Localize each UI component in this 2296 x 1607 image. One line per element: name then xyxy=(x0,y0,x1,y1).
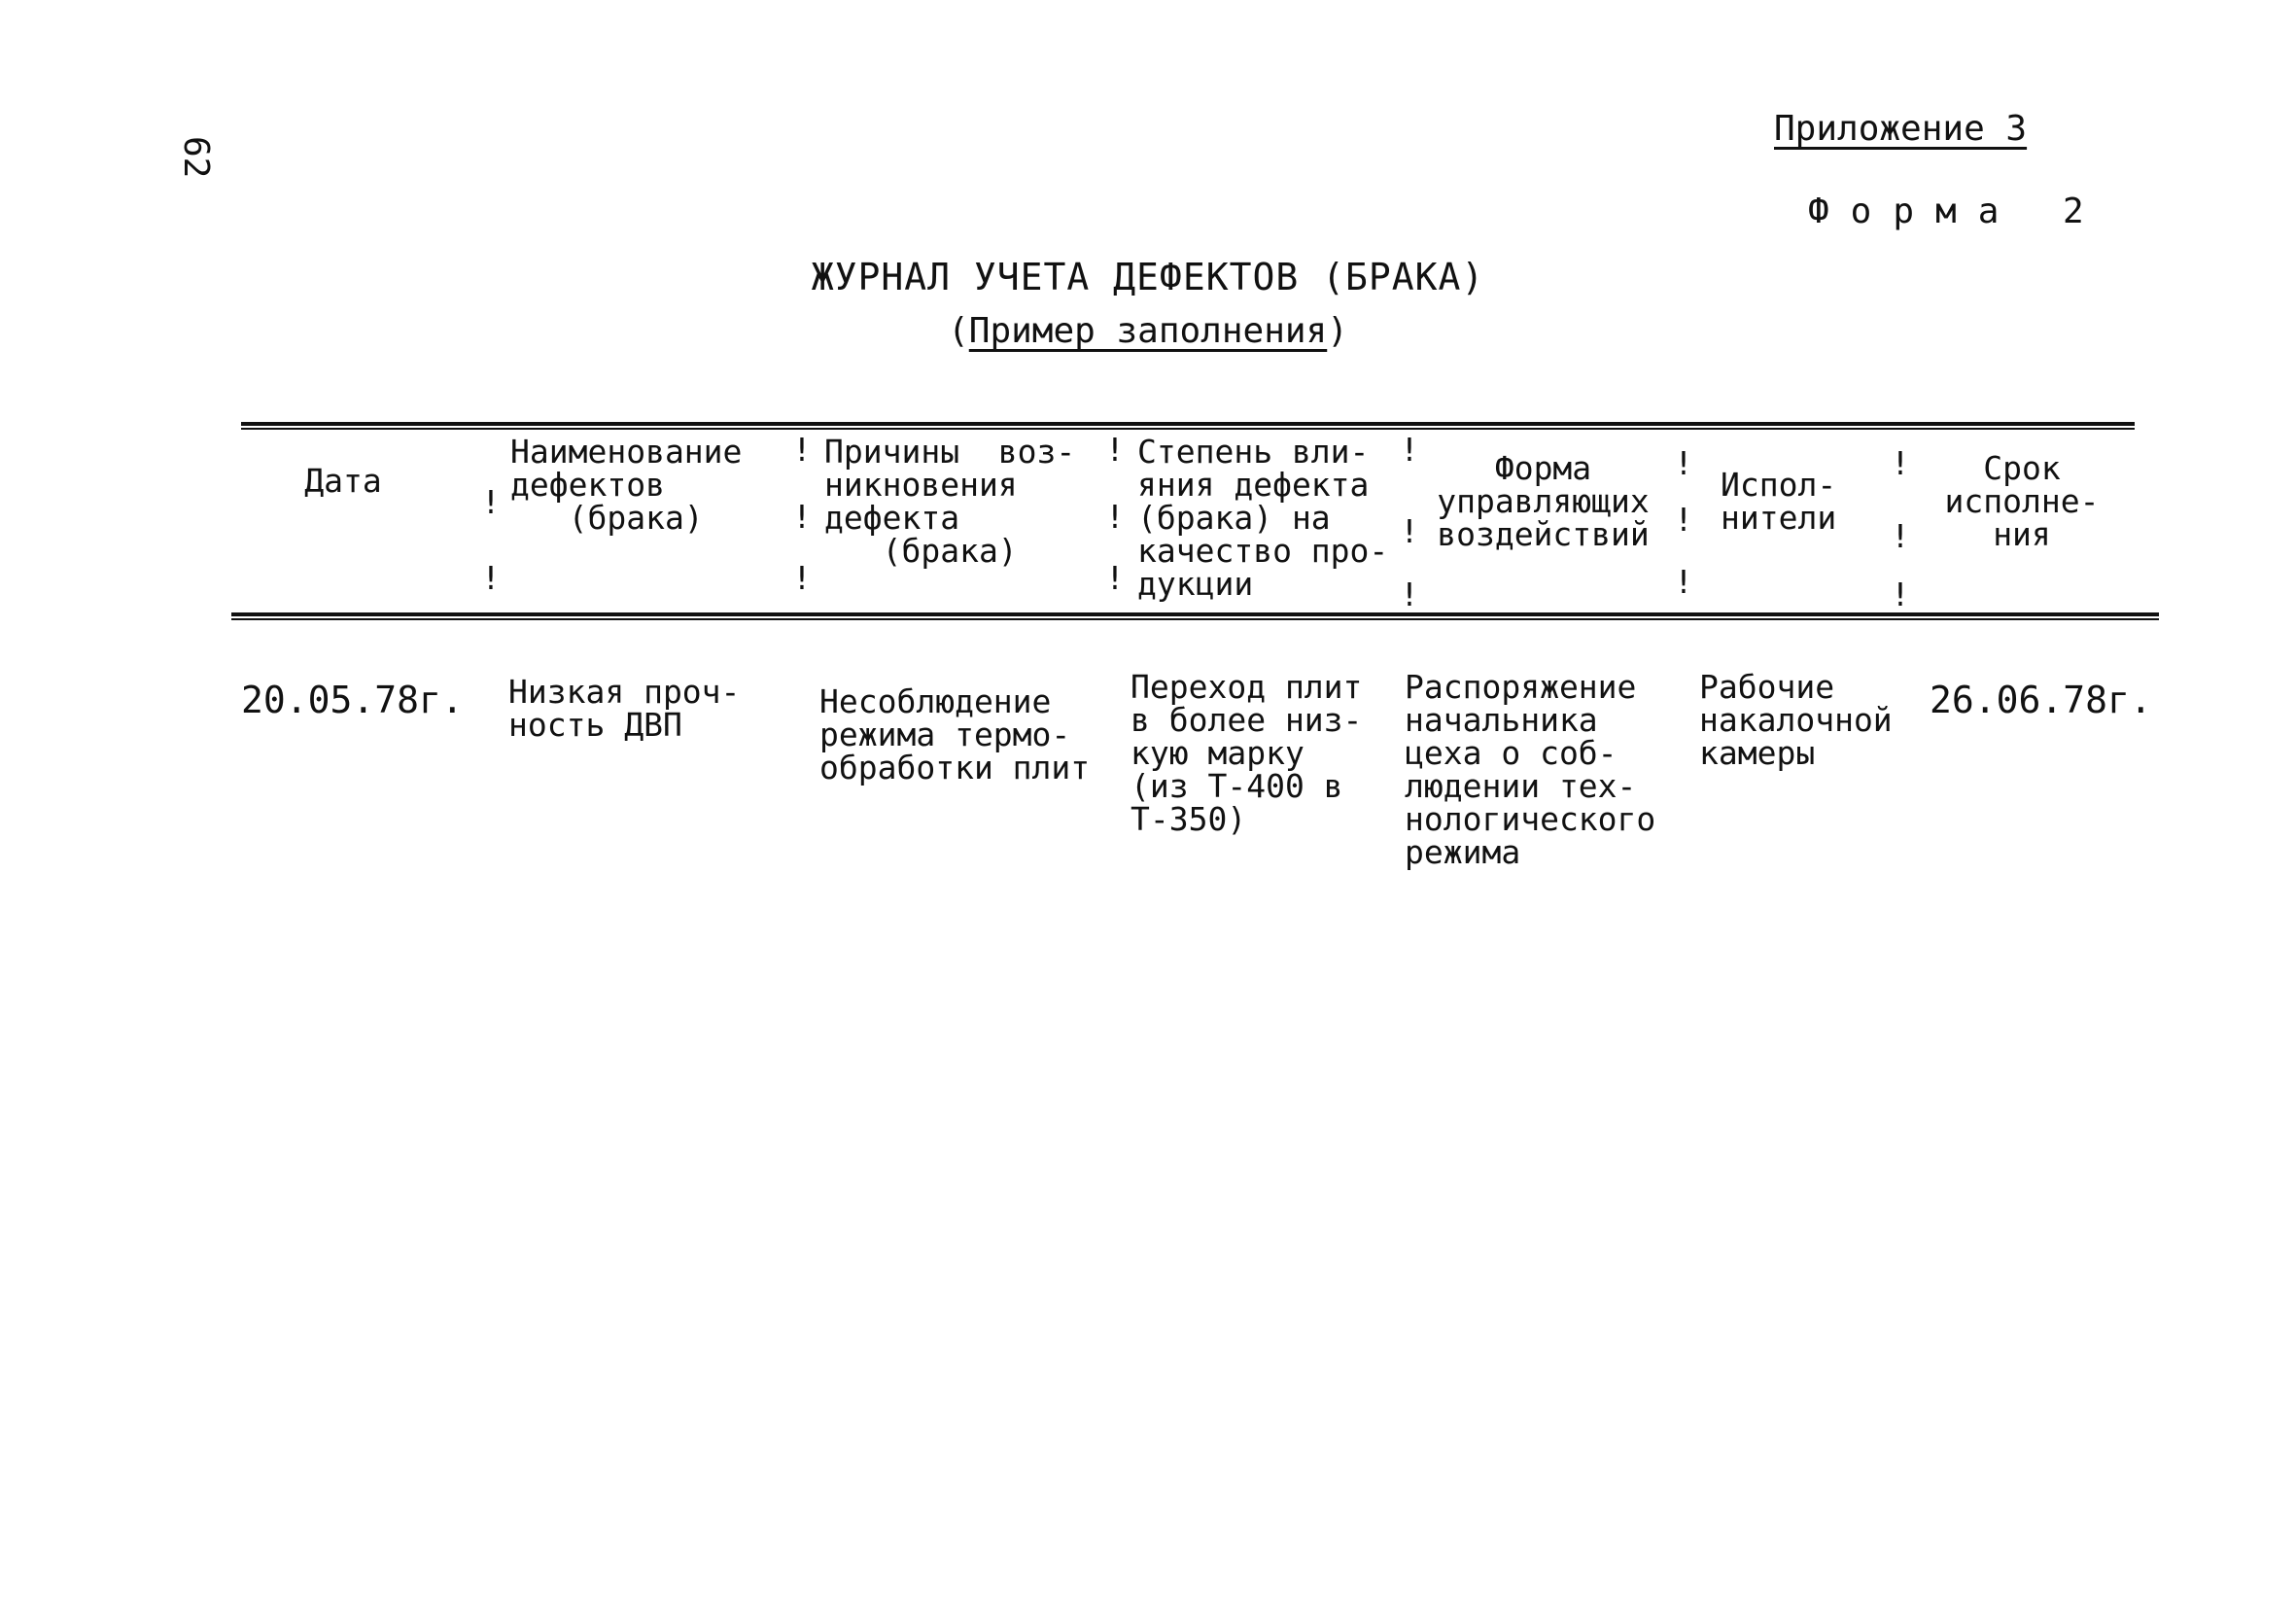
subtitle-open-paren: ( xyxy=(948,311,969,351)
separator-mark: ! xyxy=(792,498,812,536)
separator-mark: ! xyxy=(481,483,501,521)
separator-mark: ! xyxy=(792,559,812,597)
appendix-label: Приложение 3 xyxy=(1774,109,2028,149)
cell-deadline: 26.06.78г. xyxy=(1930,679,2152,721)
separator-mark: ! xyxy=(1400,431,1419,469)
separator-mark: ! xyxy=(1891,517,1910,555)
header-impact-degree: Степень вли- яния дефекта (брака) на качество про- дукции xyxy=(1137,433,1389,603)
cell-date: 20.05.78г. xyxy=(241,679,464,721)
subtitle-close-paren: ) xyxy=(1327,311,1348,351)
page-number: 62 xyxy=(176,136,216,179)
separator-mark: ! xyxy=(1674,501,1693,539)
separator-mark: ! xyxy=(481,559,501,597)
cell-control-actions: Распоряжение начальника цеха о соб- людении тех- нологического режима xyxy=(1405,668,1656,871)
separator-mark: ! xyxy=(1400,512,1419,550)
table-rule-header-bottom-inner xyxy=(231,618,2159,620)
separator-mark: ! xyxy=(1400,576,1419,613)
cell-defect-name: Низкая проч- ность ДВП xyxy=(508,673,741,744)
header-date: Дата xyxy=(304,462,382,500)
separator-mark: ! xyxy=(1105,431,1125,469)
table-rule-top xyxy=(241,422,2135,426)
cell-defect-causes: Несоблюдение режима термо- обработки плит xyxy=(819,682,1091,786)
separator-mark: ! xyxy=(1891,444,1910,482)
separator-mark: ! xyxy=(792,431,812,469)
separator-mark: ! xyxy=(1674,563,1693,601)
header-defect-name: Наименование дефектов (брака) xyxy=(510,433,743,537)
document-title: ЖУРНАЛ УЧЕТА ДЕФЕКТОВ (БРАКА) xyxy=(811,256,1485,298)
separator-mark: ! xyxy=(1105,498,1125,536)
separator-mark: ! xyxy=(1891,576,1910,613)
header-defect-causes: Причины воз- никновения дефекта (брака) xyxy=(824,433,1076,570)
header-deadline: Срок исполне- ния xyxy=(1944,449,2100,553)
separator-mark: ! xyxy=(1105,559,1125,597)
header-performers: Испол- нители xyxy=(1721,466,1837,537)
table-rule-header-bottom xyxy=(231,612,2159,616)
cell-impact-degree: Переход плит в более низ- кую марку (из Т-400 в Т-350) xyxy=(1131,668,1363,838)
header-control-actions: Форма управляющих воздействий xyxy=(1437,449,1650,553)
table-rule-top-inner xyxy=(241,428,2135,430)
separator-mark: ! xyxy=(1674,444,1693,482)
subtitle-text: Пример заполнения xyxy=(968,311,1328,351)
form-label: Форма 2 xyxy=(1808,192,2105,231)
document-subtitle xyxy=(0,311,2296,351)
cell-performers: Рабочие накалочной камеры xyxy=(1699,668,1893,772)
